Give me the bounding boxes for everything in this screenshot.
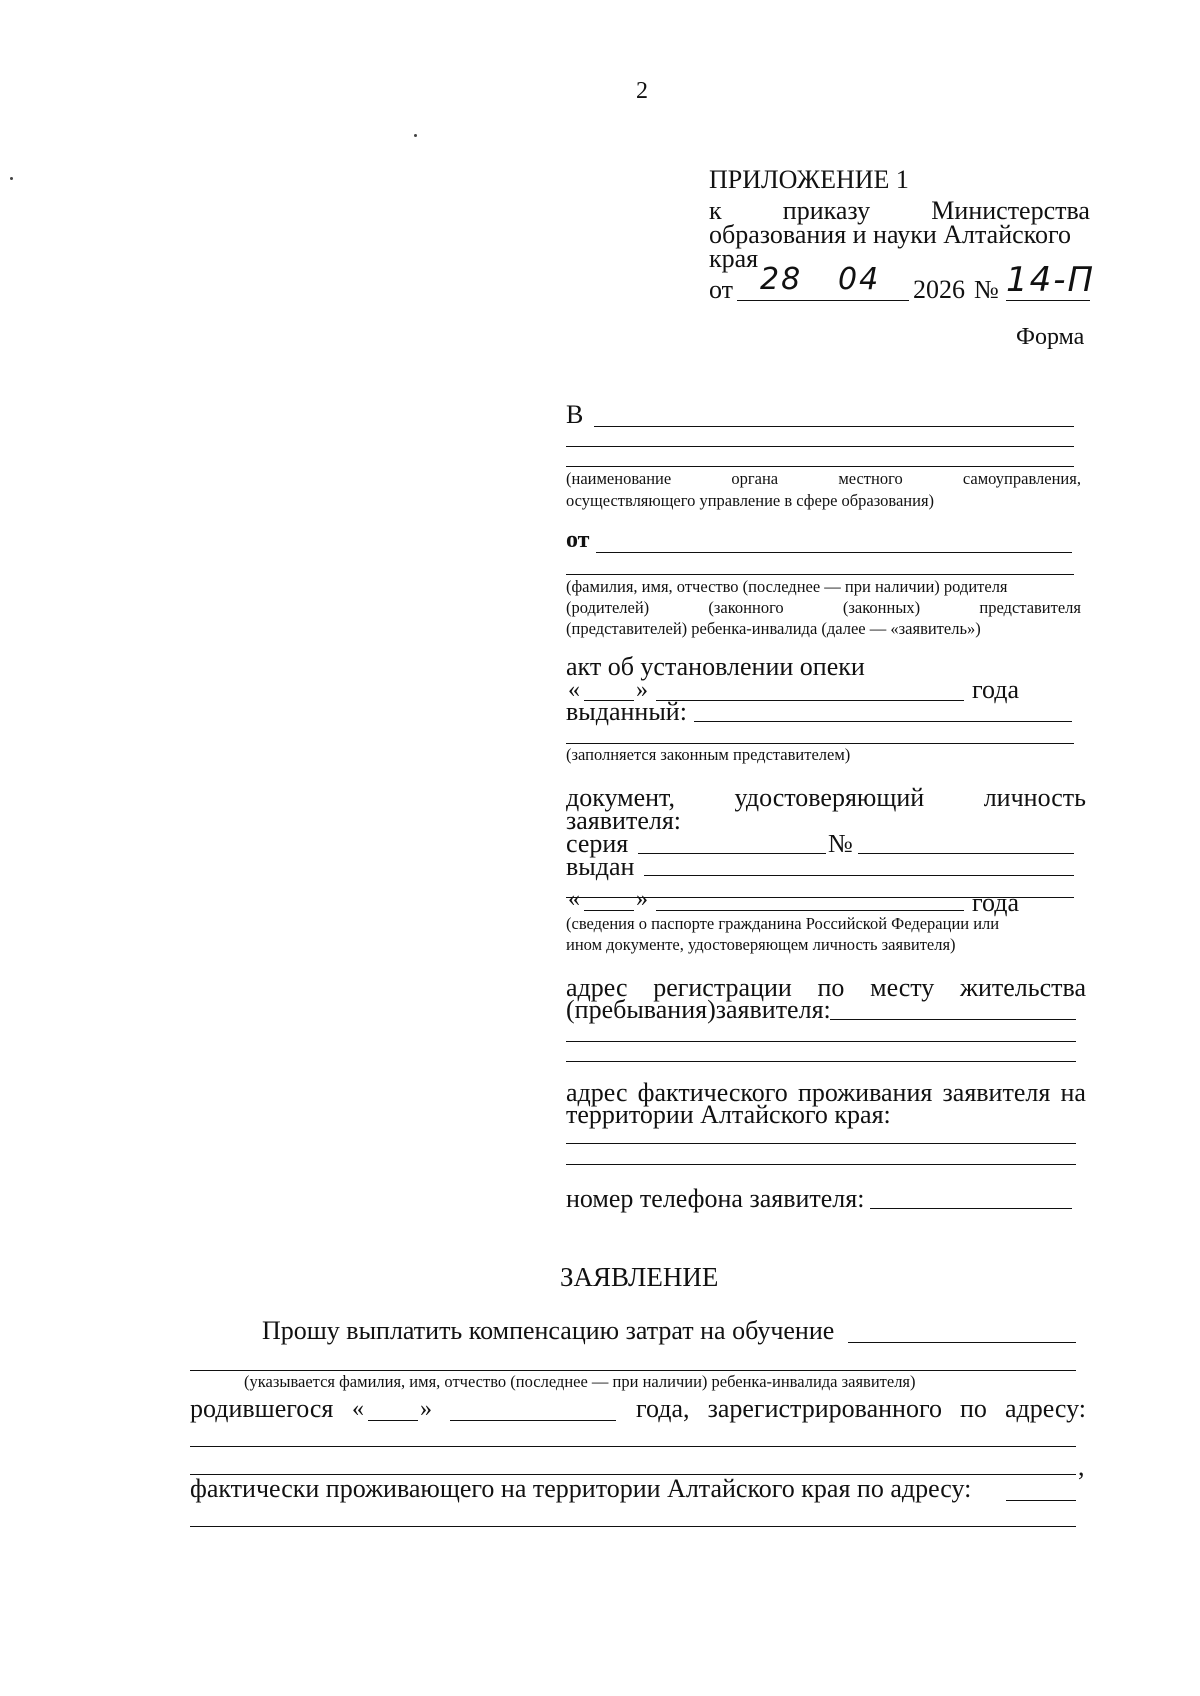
- caption-word: (наименование: [566, 469, 672, 488]
- id-doc-word: личность: [983, 783, 1086, 812]
- appendix-title: ПРИЛОЖЕНИЕ 1: [709, 165, 909, 194]
- statement-word: зарегистрированного: [707, 1394, 942, 1423]
- reg-address-word: месту: [870, 973, 935, 1002]
- caption-word: органа: [731, 469, 779, 488]
- request-text: Прошу выплатить компенсацию затрат на обучение: [262, 1316, 835, 1345]
- birth-day-line[interactable]: [368, 1420, 418, 1421]
- reg-address-word: жительства: [960, 973, 1086, 1002]
- organ-caption-line2: осуществляющего управление в сфере образования): [566, 491, 935, 510]
- organ-field-line[interactable]: [566, 446, 1074, 447]
- guardian-caption: (заполняется законным представителем): [566, 745, 851, 764]
- caption-word: (родителей): [566, 598, 650, 617]
- passport-caption-line2: ином документе, удостоверяющем личность заявителя): [566, 935, 956, 954]
- scan-speck: [414, 134, 417, 137]
- applicant-caption-line2: [566, 598, 1081, 618]
- actual-residence-field-line[interactable]: [1006, 1500, 1076, 1501]
- date-year: 2026: [913, 275, 965, 304]
- reg-address-word: по: [817, 973, 845, 1002]
- order-number-handwritten: 14-П: [1006, 260, 1096, 300]
- year-word: года: [972, 888, 1020, 917]
- applicant-caption-line1: (фамилия, имя, отчество (последнее — при наличии) родителя: [566, 577, 1008, 596]
- guardianship-issued-line[interactable]: [694, 721, 1072, 722]
- id-number-field-line[interactable]: [858, 853, 1074, 854]
- organ-field-line[interactable]: [594, 426, 1074, 427]
- issue-day-line[interactable]: [584, 910, 634, 911]
- reg-address-field-line[interactable]: [566, 1041, 1076, 1042]
- guardianship-month-line[interactable]: [656, 700, 964, 701]
- reg-address-line2: (пребывания)заявителя:: [566, 995, 831, 1024]
- year-word: года: [972, 675, 1020, 704]
- year-registered-line: [636, 1394, 1086, 1424]
- from-prefix: от: [566, 527, 590, 553]
- applicant-field-line[interactable]: [566, 574, 1074, 575]
- quote-close: »: [420, 1396, 432, 1422]
- guardianship-title: акт об установлении опеки: [566, 652, 865, 681]
- date-month-handwritten: 04: [838, 262, 881, 297]
- caption-word: (законных): [842, 598, 921, 617]
- number-label: №: [828, 829, 853, 858]
- actual-address-word: адрес: [566, 1078, 628, 1107]
- page-number: 2: [636, 78, 648, 104]
- actual-address-word: заявителя: [942, 1078, 1051, 1107]
- series-field-line[interactable]: [638, 853, 826, 854]
- quote-open: «: [568, 677, 580, 703]
- appendix-word: приказу: [782, 196, 871, 225]
- order-number-underline: [1006, 300, 1090, 301]
- appendix-line2: образования и науки Алтайского: [709, 220, 1071, 249]
- date-day-handwritten: 28: [760, 262, 803, 297]
- reg-address-word: регистрации: [653, 973, 792, 1002]
- appendix-word: к: [709, 196, 722, 225]
- comma: ,: [1078, 1452, 1085, 1481]
- caption-word: самоуправления,: [962, 469, 1081, 488]
- applicant-field-line[interactable]: [596, 552, 1072, 553]
- quote-close: »: [636, 677, 648, 703]
- passport-caption-line1: (сведения о паспорте гражданина Российской Федерации или: [566, 914, 1000, 933]
- appendix-line3: края: [709, 244, 759, 273]
- caption-word: (законного: [708, 598, 784, 617]
- birth-month-line[interactable]: [450, 1420, 616, 1421]
- caption-word: представителя: [979, 598, 1081, 617]
- issued-by-label: выдан: [566, 852, 635, 881]
- child-name-field-line[interactable]: [848, 1342, 1076, 1343]
- phone-field-line[interactable]: [870, 1208, 1072, 1209]
- reg-address-field-line[interactable]: [830, 1019, 1076, 1020]
- statement-word: адресу:: [1004, 1394, 1086, 1423]
- child-caption: (указывается фамилия, имя, отчество (последнее — при наличии) ребенка-инвалида заявителя): [244, 1372, 916, 1391]
- quote-open: «: [352, 1396, 364, 1422]
- applicant-caption-line3: (представителей) ребенка-инвалида (далее — «заявитель»): [566, 619, 981, 638]
- born-label: родившегося: [190, 1394, 334, 1423]
- organ-caption-line1: [566, 469, 1081, 489]
- date-underline: [737, 300, 909, 301]
- actual-address-word: фактического: [637, 1078, 788, 1107]
- actual-address-word: проживания: [797, 1078, 933, 1107]
- reg-address-word: адрес: [566, 973, 628, 1002]
- guardianship-issued-line[interactable]: [566, 743, 1074, 744]
- registration-address-line[interactable]: [190, 1446, 1076, 1447]
- caption-word: местного: [838, 469, 903, 488]
- issued-label: выданный:: [566, 697, 687, 726]
- statement-word: по: [960, 1394, 987, 1423]
- statement-title: ЗАЯВЛЕНИЕ: [560, 1262, 719, 1292]
- to-prefix: В: [566, 400, 584, 429]
- appendix-word: Министерства: [931, 196, 1090, 225]
- phone-label: номер телефона заявителя:: [566, 1184, 865, 1213]
- id-doc-word: документ,: [566, 783, 675, 812]
- quote-close: »: [636, 886, 648, 912]
- number-sign: №: [974, 275, 999, 304]
- actual-residence-field-line[interactable]: [190, 1526, 1076, 1527]
- scan-speck: [10, 177, 13, 180]
- id-doc-line2: заявителя:: [566, 806, 682, 835]
- series-label: серия: [566, 829, 629, 858]
- actual-residence-text: фактически проживающего на территории Алтайского края по адресу:: [190, 1474, 972, 1503]
- organ-field-line[interactable]: [566, 466, 1074, 467]
- statement-word: года,: [636, 1394, 690, 1423]
- form-label: Форма: [1016, 324, 1085, 350]
- actual-address-field-line[interactable]: [566, 1143, 1076, 1144]
- issued-by-field-line[interactable]: [644, 875, 1074, 876]
- child-name-field-line[interactable]: [190, 1370, 1076, 1371]
- actual-address-line2: территории Алтайского края:: [566, 1100, 891, 1129]
- id-doc-word: удостоверяющий: [734, 783, 925, 812]
- issue-month-line[interactable]: [656, 910, 964, 911]
- actual-address-word: на: [1060, 1078, 1086, 1107]
- date-prefix: от: [709, 275, 734, 304]
- reg-address-field-line[interactable]: [566, 1061, 1076, 1062]
- quote-open: «: [568, 886, 580, 912]
- actual-address-field-line[interactable]: [566, 1164, 1076, 1165]
